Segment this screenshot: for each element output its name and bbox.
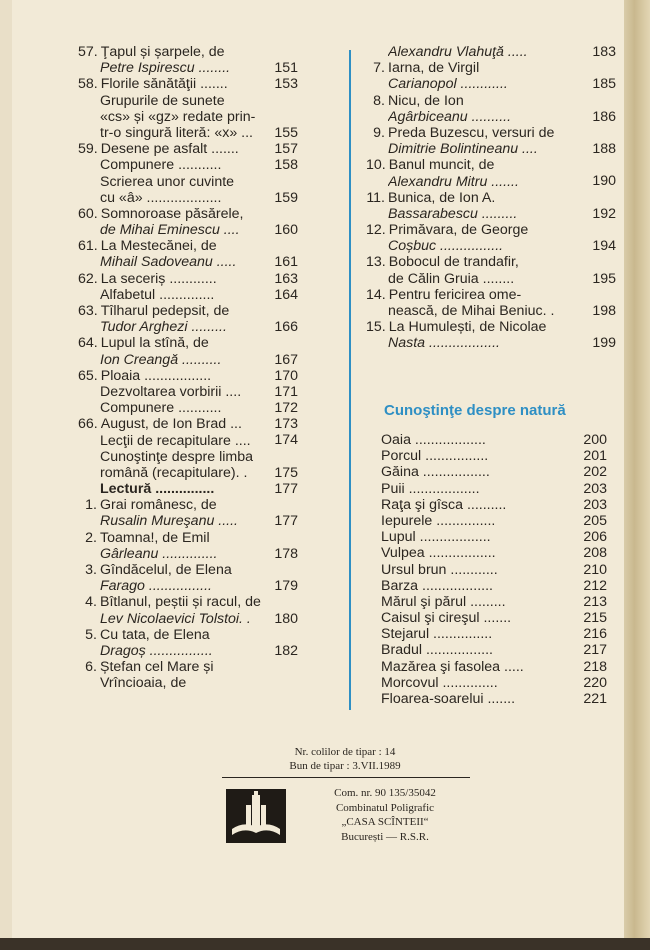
toc-entry-line [78,433,298,449]
toc-entry-text: Scrierea unor cuvinte [100,173,235,190]
toc-entry [366,222,616,254]
toc-entry-line [78,530,298,546]
toc-entry-line [78,44,298,60]
toc-entry-line [78,319,298,335]
toc-entry-text: Alexandru Mitru ....... [388,173,519,190]
toc-entry-text: Lev Nicolaevici Tolstoi. . [100,610,251,627]
toc-entry-number: 10. [366,157,386,174]
toc-left-column [78,44,298,692]
toc-entry-text: Tîlharul pedepsit, de [100,303,230,319]
toc-entry-text: Gârleanu .............. [100,545,218,562]
nature-item-label: Floarea-soarelui ....... [381,691,516,707]
toc-entry-text: Dimitrie Bolintineanu .... [388,141,538,158]
toc-entry-text: nească, de Mihai Beniuc. . [388,303,555,319]
toc-entry-page: 188 [592,141,616,158]
toc-entry [78,627,298,659]
toc-entry-text: Banul muncit, de [388,157,495,174]
toc-entry-page: 164 [274,286,298,303]
toc-entry-line [78,368,298,384]
toc-entry-line [78,481,298,497]
toc-entry-line [366,125,616,141]
toc-entry-line [366,303,616,319]
toc-entry-text: tr-o singură literă: «x» ... [100,124,253,141]
nature-section-title: Cunoştinţe despre natură [384,402,566,419]
nature-item [381,513,607,529]
nature-item [381,497,607,513]
toc-entry-page: 171 [274,383,298,400]
nature-item [381,578,607,594]
toc-entry-text: Somnoroase păsărele, [100,205,244,222]
nature-item-label: Mărul şi părul ......... [381,593,506,610]
nature-item-label: Stejarul ............... [381,626,493,643]
nature-item-page: 220 [583,674,607,691]
toc-entry-page: 172 [274,400,298,417]
toc-entry-line [366,335,616,351]
toc-entry-text: Florile sănătăţii ....... [100,76,228,93]
toc-entry [78,400,298,416]
nature-item-label: Mazărea şi fasolea ..... [381,658,524,675]
toc-entry-page: 177 [274,481,298,498]
toc-entry [78,157,298,173]
toc-entry-text: Compunere ........... [100,400,222,417]
toc-entry-line [78,141,298,157]
nature-item-page: 206 [583,529,607,546]
nature-item-label: Barza .................. [381,577,493,594]
toc-entry-line [366,319,616,335]
toc-entry [78,594,298,626]
toc-entry [78,44,298,76]
colophon-rule [222,777,470,778]
toc-entry [78,368,298,384]
nature-item-label: Oaia .................. [381,432,486,448]
toc-entry-page: 166 [274,319,298,336]
colophon-sheets: Nr. colilor de tipar : 14 [294,746,396,758]
toc-entry-line [78,352,298,368]
toc-entry-page: 199 [592,335,616,352]
toc-entry-line [366,157,616,173]
toc-entry-line [78,60,298,76]
toc-entry-number: 61. [78,238,98,255]
nature-item [381,691,607,707]
toc-entry-line [78,76,298,92]
toc-entry-line [78,254,298,270]
toc-entry-page: 160 [274,222,298,239]
toc-entry-page: 185 [592,76,616,93]
toc-entry [78,303,298,335]
nature-item-label: Bradul ................. [381,642,493,659]
toc-entry-line [78,627,298,643]
toc-entry-text: Pentru fericirea ome- [388,286,522,303]
toc-entry-line [78,400,298,416]
toc-entry-line [78,174,298,190]
toc-entry-number: 58. [78,76,98,93]
toc-entry-number: 64. [78,335,98,352]
toc-entry-line [78,335,298,351]
toc-entry-line [78,303,298,319]
casa-scinteii-logo-icon [224,785,288,847]
toc-entry [78,141,298,157]
toc-entry-text: Rusalin Mureşanu ..... [100,513,238,530]
toc-entry-text: Ștefan cel Mare și [100,659,214,676]
page-bottom-edge [0,938,650,950]
toc-entry [366,254,616,286]
toc-entry [78,174,298,206]
printer-city: București — R.S.R. [341,830,429,843]
toc-entry-page: 151 [274,60,298,77]
toc-entry [366,44,616,60]
toc-entry-text: Cu tata, de Elena [100,626,210,643]
toc-entry-text: Dezvoltarea vorbirii .... [100,383,242,400]
nature-item-label: Porcul ................ [381,448,489,465]
toc-entry [366,287,616,319]
nature-item-page: 208 [583,545,607,562]
toc-entry-page: 175 [274,464,298,481]
toc-entry-text: de Călin Gruia ........ [388,270,515,287]
nature-item-page: 202 [583,464,607,481]
nature-item [381,529,607,545]
toc-entry-line [366,271,616,287]
nature-item-page: 213 [583,593,607,610]
nature-item-page: 210 [583,561,607,578]
toc-entry [78,287,298,303]
toc-entry-line [78,190,298,206]
nature-item [381,481,607,497]
nature-item-page: 200 [583,432,607,448]
toc-entry-page: 194 [592,238,616,255]
toc-entry-text: română (recapitulare). . [100,464,248,481]
toc-entry-page: 161 [274,254,298,271]
toc-entry-line [78,125,298,141]
toc-entry-line [78,93,298,109]
toc-entry [366,190,616,222]
toc-entry-line [78,562,298,578]
toc-entry-text: Petre Ispirescu ........ [100,60,231,77]
nature-item-page: 205 [583,512,607,529]
toc-entry [78,206,298,238]
nature-item-page: 203 [583,480,607,497]
toc-entry-text: Lupul la stînă, de [100,335,209,352]
toc-entry-number: 13. [366,254,386,271]
toc-entry-text: Bîtlanul, peștii și racul, de [100,594,261,611]
toc-entry-line [78,659,298,675]
colophon [220,745,470,773]
toc-entry-page: 178 [274,545,298,562]
toc-entry-text: Bassarabescu ......... [388,205,518,222]
toc-entry-line [78,238,298,254]
toc-entry [78,93,298,142]
toc-entry-page: 182 [274,642,298,659]
nature-item-page: 221 [583,691,607,707]
toc-entry-number: 62. [78,270,98,287]
toc-entry [78,530,298,562]
nature-item-label: Raţa şi gîsca .......... [381,496,507,513]
toc-entry-page: 158 [274,157,298,174]
toc-entry [78,481,298,497]
toc-entry-text: La Humulești, de Nicolae [388,319,547,336]
nature-item-page: 218 [583,658,607,675]
toc-entry-number: 6. [85,659,97,676]
nature-item [381,562,607,578]
toc-entry-number: 65. [78,367,98,384]
toc-entry-text: Tudor Arghezi ......... [100,319,227,336]
order-number: Com. nr. 90 135/35042 [334,787,436,799]
nature-item-page: 201 [583,448,607,465]
nature-item-page: 216 [583,626,607,643]
toc-entry-line [78,287,298,303]
toc-entry-line [366,174,616,190]
toc-entry-page: 190 [592,173,616,190]
toc-entry-text: La Mestecănei, de [100,238,217,255]
toc-entry-text: Farago ................ [100,578,212,595]
toc-entry-line [78,465,298,481]
nature-item [381,626,607,642]
toc-entry [78,659,298,691]
printer-info [300,786,470,844]
toc-entry-text: Vrîncioaia, de [100,675,187,692]
toc-entry-text: Cunoştinţe despre limba [100,448,253,465]
toc-entry-text: Alexandru Vlahuţă ..... [388,44,528,60]
toc-entry-number: 15. [366,319,386,336]
nature-item [381,432,607,448]
toc-entry-line [366,287,616,303]
nature-item-label: Lupul .................. [381,529,491,546]
toc-entry-text: Primăvara, de George [388,222,529,239]
nature-item [381,464,607,480]
toc-entry-number: 11. [366,189,385,206]
toc-entry-text: Lecţii de recapitulare .... [100,432,251,449]
nature-item-page: 217 [583,642,607,659]
toc-entry-text: Toamna!, de Emil [100,529,210,546]
toc-entry-line [366,222,616,238]
toc-entry-page: 153 [274,76,298,93]
nature-item [381,594,607,610]
nature-item-page: 203 [583,496,607,513]
toc-entry-number: 7. [373,60,385,77]
toc-entry-text: Compunere ........... [100,157,222,174]
toc-entry-line [78,109,298,125]
toc-entry [366,60,616,92]
nature-item [381,610,607,626]
toc-entry-text: Preda Buzescu, versuri de [388,124,555,141]
toc-entry-text: Dragoș ................ [100,642,213,659]
toc-entry [78,384,298,400]
toc-entry-line [366,254,616,270]
toc-entry-page: 167 [274,351,298,368]
toc-entry-number: 5. [85,626,97,643]
toc-entry-line [366,60,616,76]
toc-entry-text: Bunica, de Ion A. [388,189,496,206]
toc-entry-text: Carianopol ............ [388,76,508,93]
toc-entry-text: «cs» și «gz» redate prin- [100,108,256,125]
nature-item-label: Iepurele ............... [381,512,496,529]
toc-entry-number: 9. [373,124,385,141]
toc-entry [366,125,616,157]
nature-item-page: 215 [583,610,607,627]
toc-entry-page: 155 [274,124,298,141]
toc-entry [366,93,616,125]
toc-entry-line [366,206,616,222]
nature-item [381,642,607,658]
toc-entry-page: 173 [274,416,298,433]
toc-entry-page: 174 [274,432,298,449]
toc-entry-line [78,513,298,529]
toc-entry-page: 180 [274,610,298,627]
toc-entry-line [78,594,298,610]
toc-entry [78,433,298,449]
toc-entry-number: 14. [366,286,386,303]
nature-item-label: Ursul brun ............ [381,561,498,578]
toc-entry-page: 177 [274,513,298,530]
nature-item-page: 212 [583,577,607,594]
toc-entry-page: 198 [592,302,616,319]
nature-item [381,545,607,561]
toc-entry-text: Ploaia ................. [100,367,212,384]
toc-entry [78,497,298,529]
nature-section-list [381,432,607,707]
toc-entry-line [366,44,616,60]
toc-entry-page: 170 [274,367,298,384]
toc-entry-line [366,76,616,92]
nature-item [381,448,607,464]
toc-entry-text: Iarna, de Virgil [388,60,480,77]
toc-entry-text: cu «â» ................... [100,189,222,206]
toc-entry-line [78,157,298,173]
toc-entry [78,238,298,270]
toc-entry-text: Mihail Sadoveanu ..... [100,254,237,271]
toc-entry-text: Agârbiceanu .......... [388,108,512,125]
toc-entry-page: 179 [274,578,298,595]
toc-entry-text: de Mihai Eminescu .... [100,222,240,239]
toc-entry-line [366,141,616,157]
toc-entry-text: August, de Ion Brad ... [100,416,242,433]
toc-entry-text: Ţapul și șarpele, de [100,44,225,60]
toc-entry-line [78,497,298,513]
toc-entry-number: 66. [78,416,98,433]
toc-entry-line [366,93,616,109]
toc-entry-line [78,643,298,659]
toc-entry-text: Grai românesc, de [100,497,217,514]
toc-entry-text: Gîndăcelul, de Elena [100,562,232,578]
toc-entry-line [78,449,298,465]
toc-entry-number: 63. [78,303,98,319]
toc-entry-line [78,611,298,627]
toc-entry-page: 159 [274,189,298,206]
toc-entry [78,335,298,367]
toc-right-column [366,44,616,352]
toc-entry [78,416,298,432]
toc-entry-line [366,190,616,206]
nature-item-label: Vulpea ................. [381,545,496,562]
toc-entry-text: Lectură ............... [100,481,215,498]
toc-entry-line [78,578,298,594]
toc-entry-text: Bobocul de trandafir, [388,254,519,271]
toc-entry-number: 4. [85,594,97,611]
toc-entry-text: La seceriș ............ [100,270,217,287]
toc-entry-number: 59. [78,141,98,158]
toc-entry-page: 163 [274,270,298,287]
nature-item-label: Morcovul .............. [381,674,498,691]
toc-entry-number: 3. [85,562,97,578]
toc-entry-text: Grupurile de sunete [100,92,225,109]
toc-entry-line [78,271,298,287]
printer-name: Combinatul Poligrafic [335,801,435,814]
toc-entry-line [78,384,298,400]
toc-entry-line [78,675,298,691]
toc-entry-line [78,546,298,562]
toc-entry-page: 157 [274,141,298,158]
toc-entry-text: Desene pe asfalt ....... [100,141,239,158]
toc-entry [78,449,298,481]
toc-entry-number: 8. [373,92,385,109]
toc-entry [366,319,616,351]
nature-item-label: Găina ................. [381,464,490,481]
page-edge [624,0,650,950]
toc-entry-line [78,222,298,238]
toc-entry-page: 195 [592,270,616,287]
toc-entry-number: 12. [366,222,386,239]
toc-entry-number: 60. [78,205,98,222]
toc-entry [78,562,298,594]
toc-entry-line [366,109,616,125]
toc-entry-page: 192 [592,205,616,222]
nature-item [381,675,607,691]
printer-house: „CASA SCÎNTEII“ [341,816,429,828]
toc-entry-text: Ion Creangă .......... [100,351,222,368]
toc-entry-line [366,238,616,254]
nature-item-label: Caisul şi cireşul ....... [381,610,512,627]
toc-entry-line [78,206,298,222]
toc-entry-text: Coșbuc ................ [388,238,504,255]
toc-entry-page: 186 [592,108,616,125]
toc-entry-number: 1. [85,497,97,514]
toc-entry-text: Nicu, de Ion [388,92,464,109]
nature-item-label: Puii .................. [381,480,480,497]
nature-item [381,659,607,675]
toc-entry-text: Alfabetul .............. [100,286,215,303]
toc-entry-text: Nasta .................. [388,335,500,352]
toc-entry-number: 57. [78,44,98,60]
toc-entry [78,76,298,92]
colophon-print-date: Bun de tipar : 3.VII.1989 [289,760,401,772]
toc-entry-number: 2. [85,529,97,546]
toc-entry [78,271,298,287]
toc-entry-page: 183 [592,43,616,60]
toc-entry [366,157,616,189]
column-divider [349,50,351,710]
toc-entry-line [78,416,298,432]
